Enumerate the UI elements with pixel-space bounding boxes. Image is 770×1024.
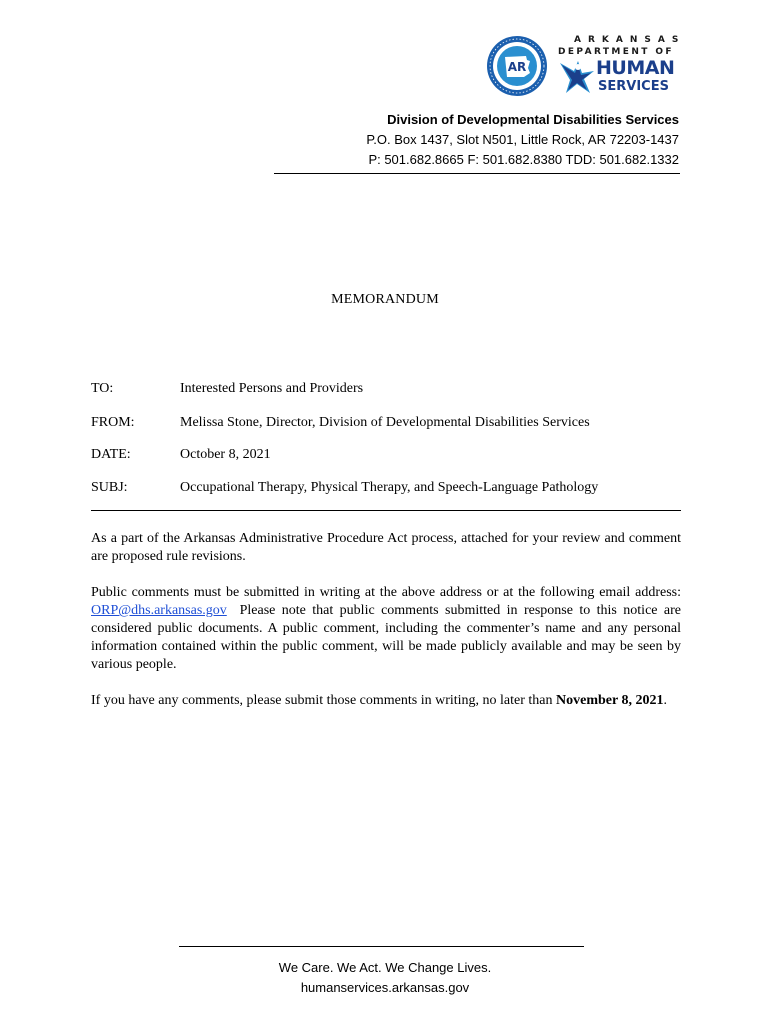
deadline-paragraph: [91, 692, 681, 710]
field-value: Melissa Stone, Director, Division of Developmental Disabilities Services: [180, 415, 590, 430]
mailing-address: P.O. Box 1437, Slot N501, Little Rock, AR 72203-1437: [366, 132, 679, 147]
field-label: DATE:: [91, 447, 131, 462]
paragraph-text: Public comments must be submitted in writing at the above address or at the following email address:: [91, 585, 681, 600]
field-label: SUBJ:: [91, 480, 128, 495]
paragraph-text: .: [663, 693, 667, 708]
logo-services: SERVICES: [598, 79, 669, 94]
seal-text: AR: [507, 60, 527, 74]
phone-numbers: P: 501.682.8665 F: 501.682.8380 TDD: 501.682.1332: [368, 152, 679, 167]
memo-title: MEMORANDUM: [331, 292, 439, 307]
field-label: TO:: [91, 381, 114, 396]
footer-divider: [179, 946, 584, 947]
dhs-logo: [486, 35, 686, 99]
footer-slogan: We Care. We Act. We Change Lives.: [278, 960, 492, 975]
field-value: Interested Persons and Providers: [180, 381, 364, 396]
star-figure-icon: [558, 59, 596, 95]
field-value: Occupational Therapy, Physical Therapy, and Speech-Language Pathology: [180, 480, 599, 495]
division-name: Division of Developmental Disabilities Services: [387, 112, 679, 127]
footer-website: humanservices.arkansas.gov: [300, 980, 470, 995]
body-divider: [91, 510, 681, 511]
paragraph-text: Please note that public comments submitted in response to this notice are considered public documents. A public comment, including the commenter’s name and any personal information contained within the public comment, will be made publicly available and may be seen by various people.: [91, 603, 685, 672]
logo-state: ARKANSAS: [574, 35, 686, 45]
intro-paragraph: As a part of the Arkansas Administrative Procedure Act process, attached for your review and comment are proposed rule revisions.: [91, 531, 681, 564]
paragraph-text: If you have any comments, please submit those comments in writing, no later than: [91, 693, 557, 708]
comments-paragraph: [91, 584, 685, 674]
field-label: FROM:: [91, 415, 135, 430]
logo-human: HUMAN: [596, 57, 675, 79]
email-link[interactable]: ORP@dhs.arkansas.gov: [91, 603, 227, 618]
letterhead: [366, 110, 679, 170]
header-divider: [274, 173, 680, 174]
deadline-date: November 8, 2021: [556, 693, 664, 708]
dhs-wordmark: [558, 35, 686, 99]
field-value: October 8, 2021: [180, 447, 271, 462]
arkansas-seal-icon: [486, 35, 548, 97]
logo-department: DEPARTMENT OF: [558, 47, 674, 57]
footer: [0, 958, 770, 998]
